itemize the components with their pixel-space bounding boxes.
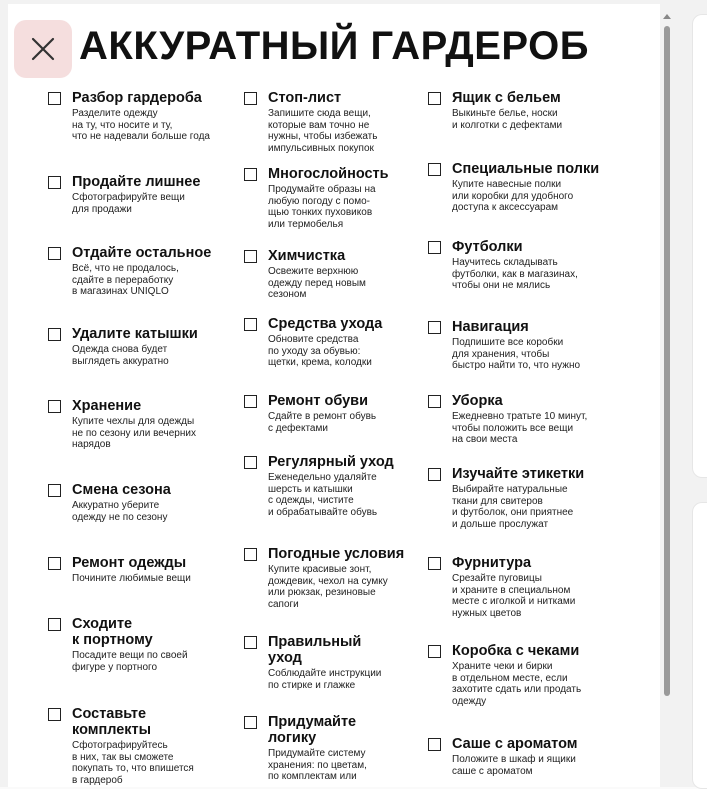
side-panel-card [692,502,707,789]
checklist-item-description: Почините любимые вещи [72,573,191,584]
checkbox [244,168,257,181]
checklist-item-description: Выкиньте белье, носки и колготки с дефектами [452,108,563,131]
checklist-item [244,316,382,369]
checkbox [428,557,441,570]
checklist-item-title: Придумайте логику [268,714,357,746]
checkbox [428,645,441,658]
checklist-item-description: Купите чехлы для одежды не по сезону или вечерних нарядов [72,416,196,450]
scrollbar[interactable] [663,14,671,787]
checkbox [244,716,257,729]
checklist-item-title: Коробка с чеками [452,643,580,659]
checkbox [428,92,441,105]
checklist-item-title: Ящик с бельем [452,90,561,106]
checklist-item-title: Ремонт одежды [72,555,187,571]
checklist-item-title: Ремонт обуви [268,393,368,409]
close-icon [30,36,56,62]
checklist-item-title: Отдайте остальное [72,245,212,261]
checkbox [48,92,61,105]
checklist-item-description: Обновите средства по уходу за обувью: щетки, крема, колодки [268,334,372,368]
checkbox [428,241,441,254]
checklist-item-title: Сходите к портному [72,616,153,648]
checklist-item-title: Регулярный уход [268,454,394,470]
checkbox [244,456,257,469]
checkbox [244,395,257,408]
checklist-item-description: Продумайте образы на любую погоду с помо- щью тонких пуховиков или термобелья [268,184,376,230]
checkbox [48,328,61,341]
checklist-item-title: Специальные полки [452,161,600,177]
checklist-item [428,643,581,707]
checklist-item [48,326,198,367]
checklist-item [48,245,211,298]
checklist-item-description: Придумайте систему хранения: по цветам, по комплектам или [268,748,367,782]
checklist-item [244,248,366,301]
checklist-item-title: Футболки [452,239,523,255]
checklist-item-description: Купите навесные полки или коробки для удобного доступа к аксессуарам [452,179,574,213]
checkbox [48,247,61,260]
checklist-item-title: Многослойность [268,166,389,182]
checklist-item-description: Положите в шкаф и ящики саше с ароматом [452,754,576,777]
checklist-item-title: Фурнитура [452,555,532,571]
checklist-item [428,161,599,214]
checklist-item [48,398,196,451]
checklist-item [244,634,381,691]
checklist-item-description: Запишите сюда вещи, которые вам точно не нужны, чтобы избежать импульсивных покупок [268,108,378,154]
checkbox [48,618,61,631]
checklist-item-description: Ежедневно тратьте 10 минут, чтобы положить все вещи на свои места [452,411,588,445]
checklist-item [244,90,377,154]
checkbox [244,548,257,561]
checkbox [48,176,61,189]
checklist-item [48,482,171,523]
checklist-item [244,393,376,434]
checklist-item [48,174,200,215]
checkbox [48,557,61,570]
checkbox [244,92,257,105]
checklist-item [428,393,587,446]
checklist-item-description: Посадите вещи по своей фигуре у портного [72,650,188,673]
checklist-item-title: Удалите катышки [72,326,198,342]
close-button[interactable] [14,20,72,78]
checkbox [244,318,257,331]
checklist-item [428,555,575,619]
checkbox [48,400,61,413]
checklist-item-title: Хранение [72,398,142,414]
checklist-item [48,555,191,585]
checklist-poster [8,4,660,787]
checklist-item-title: Смена сезона [72,482,171,498]
checkbox [428,468,441,481]
scroll-up-arrow-icon[interactable] [663,14,671,19]
checklist-item-title: Изучайте этикетки [452,466,585,482]
checkbox [48,484,61,497]
checkbox [428,395,441,408]
checklist-item-title: Средства ухода [268,316,383,332]
checklist-item-description: Купите красивые зонт, дождевик, чехол на сумку или рюкзак, резиновые сапоги [268,564,388,610]
checkbox [428,738,441,751]
checklist-item-title: Химчистка [268,248,346,264]
checklist-item-description: Выбирайте натуральные ткани для свитеров и футболок, они приятнее и дольше прослужат [452,484,574,530]
checkbox [48,708,61,721]
checklist-item [428,736,577,777]
checklist-item-description: Аккуратно уберите одежду не по сезону [72,500,168,523]
checklist-item-description: Сфотографируйтесь в них, так вы сможете покупать то, что впишется в гардероб [72,740,194,786]
checklist-item-title: Продайте лишнее [72,174,201,190]
checklist-item-description: Сфотографируйте вещи для продажи [72,192,185,215]
checklist-item [428,466,584,530]
checkbox [244,636,257,649]
checklist-item-title: Правильный уход [268,634,362,666]
checklist-item-title: Уборка [452,393,503,409]
checklist-item [48,90,210,143]
checklist-item-description: Подпишите все коробки для хранения, чтобы быстро найти то, что нужно [452,337,581,371]
checklist-item-title: Погодные условия [268,546,405,562]
checklist-item-description: Соблюдайте инструкции по стирке и глажке [268,668,382,691]
checklist-item-description: Еженедельно удаляйте шерсть и катышки с одежды, чистите и обрабатывайте обувь [268,472,378,518]
poster-title: АККУРАТНЫЙ ГАРДЕРОБ [79,24,589,68]
checklist-item [428,239,578,292]
checklist-item-description: Освежите верхнюю одежду перед новым сезоном [268,266,366,300]
checklist-item-description: Срезайте пуговицы и храните в специальном месте с иголкой и нитками нужных цветов [452,573,576,619]
checkbox [428,321,441,334]
checklist-item-description: Одежда снова будет выглядеть аккуратно [72,344,169,367]
checklist-item-title: Навигация [452,319,529,335]
checklist-item [244,166,389,230]
checklist-item-description: Разделите одежду на ту, что носите и ту, что не надевали больше года [72,108,210,142]
checklist-item-title: Саше с ароматом [452,736,578,752]
checklist-item-description: Научитесь складывать футболки, как в магазинах, чтобы они не мялись [452,257,578,291]
checklist-item-description: Сдайте в ремонт обувь с дефектами [268,411,377,434]
checklist-item-title: Стоп-лист [268,90,342,106]
checklist-item-description: Всё, что не продалось, сдайте в переработку в магазинах UNIQLO [72,263,179,297]
checklist-item [244,714,367,783]
checkbox [244,250,257,263]
checkbox [428,163,441,176]
checklist-item-title: Составьте комплекты [72,706,152,738]
checklist-item [428,90,562,131]
checklist-item [48,706,194,786]
side-panel-card [692,14,707,478]
checklist-item-title: Разбор гардероба [72,90,202,106]
checklist-item [244,546,404,610]
checklist-item-description: Храните чеки и бирки в отдельном месте, если захотите сдать или продать одежду [452,661,582,707]
checklist-item [48,616,188,673]
checklist-item [244,454,394,518]
scroll-thumb[interactable] [664,26,670,696]
checklist-item [428,319,580,372]
